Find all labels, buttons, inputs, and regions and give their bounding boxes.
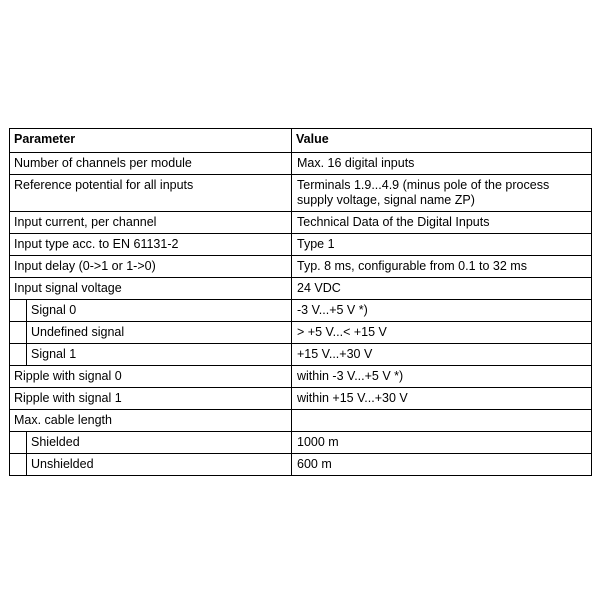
row-value: +15 V...+30 V bbox=[292, 344, 592, 366]
row-parameter: Undefined signal bbox=[27, 322, 292, 344]
table-row-indented bbox=[10, 432, 592, 454]
row-value bbox=[292, 410, 592, 432]
table-row-indented bbox=[10, 344, 592, 366]
row-parameter: Shielded bbox=[27, 432, 292, 454]
row-value: Type 1 bbox=[292, 234, 592, 256]
row-parameter: Input delay (0->1 or 1->0) bbox=[10, 256, 292, 278]
row-value: Typ. 8 ms, configurable from 0.1 to 32 ms bbox=[292, 256, 592, 278]
row-parameter: Max. cable length bbox=[10, 410, 292, 432]
header-parameter: Parameter bbox=[10, 129, 292, 153]
row-value: 600 m bbox=[292, 454, 592, 476]
table-row-indented bbox=[10, 454, 592, 476]
row-value: Terminals 1.9...4.9 (minus pole of the process supply voltage, signal name ZP) bbox=[292, 175, 592, 212]
table-header-row bbox=[10, 129, 592, 153]
row-parameter: Input current, per channel bbox=[10, 212, 292, 234]
row-parameter: Signal 1 bbox=[27, 344, 292, 366]
row-value: within +15 V...+30 V bbox=[292, 388, 592, 410]
row-parameter: Input type acc. to EN 61131-2 bbox=[10, 234, 292, 256]
row-value: 24 VDC bbox=[292, 278, 592, 300]
indent-cell bbox=[10, 454, 27, 476]
technical-data-table bbox=[9, 128, 592, 476]
row-parameter: Signal 0 bbox=[27, 300, 292, 322]
header-value: Value bbox=[292, 129, 592, 153]
table-row-indented bbox=[10, 300, 592, 322]
indent-cell bbox=[10, 432, 27, 454]
row-value: -3 V...+5 V *) bbox=[292, 300, 592, 322]
row-value: within -3 V...+5 V *) bbox=[292, 366, 592, 388]
indent-cell bbox=[10, 300, 27, 322]
row-parameter: Input signal voltage bbox=[10, 278, 292, 300]
table-row bbox=[10, 153, 592, 175]
table-row bbox=[10, 212, 592, 234]
indent-cell bbox=[10, 344, 27, 366]
table-row bbox=[10, 366, 592, 388]
indent-cell bbox=[10, 322, 27, 344]
row-parameter: Unshielded bbox=[27, 454, 292, 476]
row-value: > +5 V...< +15 V bbox=[292, 322, 592, 344]
table-row bbox=[10, 278, 592, 300]
table-row bbox=[10, 388, 592, 410]
row-parameter: Reference potential for all inputs bbox=[10, 175, 292, 212]
row-parameter: Ripple with signal 0 bbox=[10, 366, 292, 388]
row-parameter: Number of channels per module bbox=[10, 153, 292, 175]
row-value: Max. 16 digital inputs bbox=[292, 153, 592, 175]
table-row bbox=[10, 175, 592, 212]
table-row bbox=[10, 234, 592, 256]
row-value: 1000 m bbox=[292, 432, 592, 454]
row-value: Technical Data of the Digital Inputs bbox=[292, 212, 592, 234]
row-parameter: Ripple with signal 1 bbox=[10, 388, 292, 410]
table-row-indented bbox=[10, 322, 592, 344]
table-row bbox=[10, 410, 592, 432]
table-row bbox=[10, 256, 592, 278]
